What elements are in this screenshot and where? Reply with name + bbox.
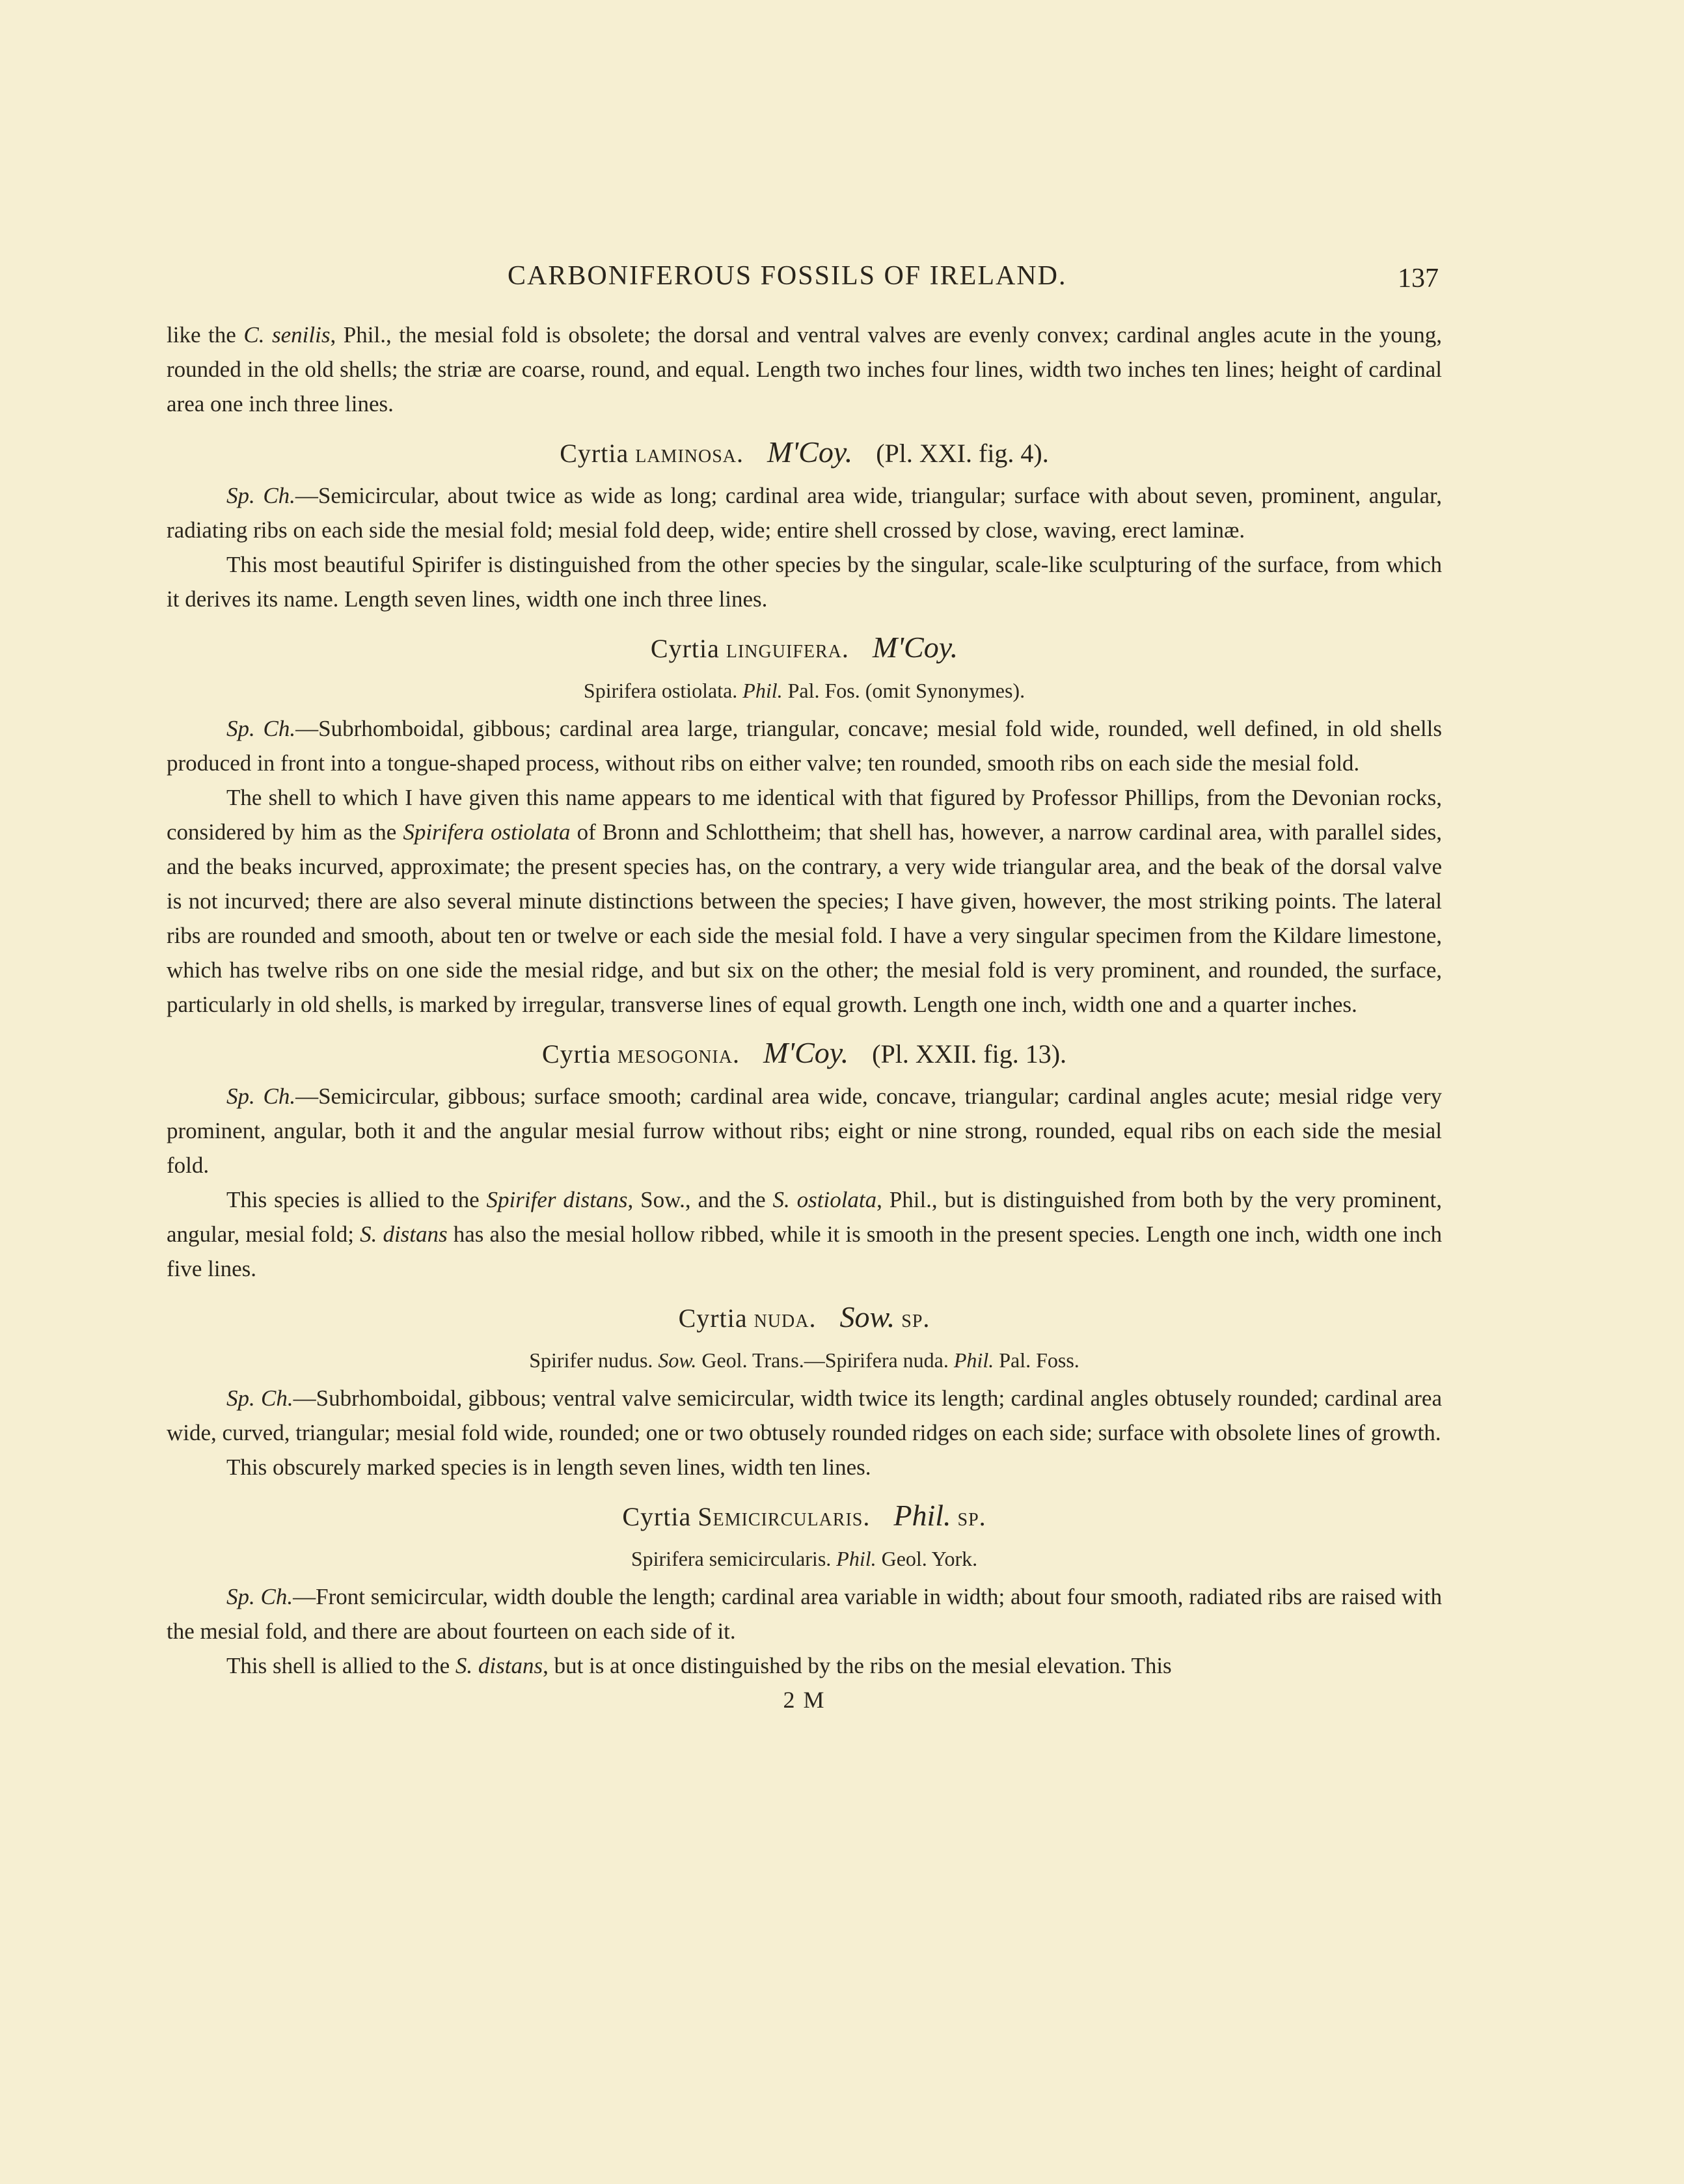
- species-name: linguifera.: [726, 634, 849, 663]
- genus-name: Cyrtia: [678, 1304, 748, 1333]
- running-title: CARBONIFEROUS FOSSILS OF IRELAND.: [508, 261, 1067, 291]
- species-name: S. distans: [455, 1653, 543, 1678]
- sp-ch-paragraph: [167, 478, 1442, 547]
- species-name: laminosa.: [635, 439, 744, 468]
- text-run: Spirifer nudus.: [529, 1348, 653, 1372]
- author-name: M'Coy.: [767, 435, 853, 469]
- text-run: —Subrhomboidal, gibbous; ventral valve semicircular, width twice its length; cardinal angles obtusely rounded; cardinal area wide, curved, triangular; mesial fold wide, rounded; one or two obtusely rounded ridges on each side; surface with obsolete lines of growth.: [167, 1385, 1442, 1445]
- page-number: 137: [1398, 264, 1439, 293]
- plate-reference: (Pl. XXII. fig. 13).: [872, 1039, 1067, 1069]
- page-body: [167, 318, 1442, 1717]
- author-name: Sow.: [839, 1300, 895, 1333]
- author-abbrev: Phil.: [836, 1547, 876, 1570]
- heading-cyrtia-linguifera: [167, 628, 1442, 668]
- genus-name: Cyrtia: [541, 1039, 611, 1069]
- text-run: has also the mesial hollow ribbed, while it is smooth in the present species. Length one inch, width one inch five lines.: [167, 1222, 1442, 1281]
- author-abbrev: Sow.: [658, 1348, 697, 1372]
- synonym-line: [167, 1343, 1442, 1377]
- sp-ch-label: Sp. Ch.: [226, 716, 296, 741]
- text-run: , Phil., the mesial fold is obsolete; the dorsal and ventral valves are evenly convex; cardinal angles acute in the young, rounded in the old shells; the striæ are coarse, round, and equal. Length two inches four lines, width two inches ten lines; height of cardinal area one inch three lines.: [167, 322, 1443, 416]
- note-paragraph: [167, 1182, 1442, 1286]
- author-name: M'Coy.: [872, 631, 958, 664]
- note-paragraph: This obscurely marked species is in length seven lines, width ten lines.: [226, 1454, 871, 1480]
- species-name: mesogonia.: [617, 1039, 740, 1069]
- author-suffix: sp.: [901, 1304, 930, 1333]
- sp-ch-label: Sp. Ch.: [226, 1084, 296, 1109]
- heading-cyrtia-laminosa: [167, 433, 1442, 473]
- text-run: like the: [167, 322, 244, 348]
- text-run: —Semicircular, gibbous; surface smooth; cardinal area wide, concave, triangular; cardinal angles acute; mesial ridge very prominent, angular, both it and the angular mesial furrow without ribs; eight or nine strong, rounded, equal ribs on each side the mesial fold.: [167, 1084, 1442, 1178]
- text-run: The shell to which I have given this name appears to me identical with that figured by Professor Phillips, from the Devonian rocks, considered by him as the: [167, 785, 1442, 845]
- text-run: —Semicircular, about twice as wide as long; cardinal area wide, triangular; surface with about seven, prominent, angular, radiating ribs on each side the mesial fold; mesial fold deep, wide; entire shell crossed by close, waving, erect laminæ.: [167, 483, 1442, 543]
- sp-ch-paragraph: [167, 1579, 1442, 1648]
- text-run: —Subrhomboidal, gibbous; cardinal area large, triangular, concave; mesial fold wide, rounded, well defined, in old shells produced in front into a tongue-shaped process, without ribs on either valve; ten rounded, smooth ribs on each side the mesial fold.: [167, 716, 1442, 776]
- text-run: , but is at once distinguished by the ribs on the mesial elevation. This: [543, 1653, 1172, 1678]
- sp-ch-paragraph: [167, 1079, 1442, 1182]
- author-abbrev: Phil.: [953, 1348, 994, 1372]
- text-run: —Front semicircular, width double the length; cardinal area variable in width; about four smooth, radiated ribs are raised with the mesial fold, and there are about fourteen on each side of it.: [167, 1584, 1442, 1644]
- author-suffix: sp.: [957, 1502, 986, 1531]
- text-run: Pal. Foss.: [999, 1348, 1080, 1372]
- author-name: Phil.: [893, 1499, 951, 1532]
- author-abbrev: Phil.: [742, 679, 783, 702]
- species-name: C. senilis: [243, 322, 331, 348]
- synonym-line: [167, 1542, 1442, 1576]
- sp-ch-label: Sp. Ch.: [226, 1584, 293, 1609]
- heading-cyrtia-mesogonia: [167, 1033, 1442, 1074]
- species-name: Semicircularis.: [698, 1502, 871, 1531]
- species-name: nuda.: [754, 1304, 817, 1333]
- text-run: , Sow., and the: [627, 1187, 773, 1212]
- text-run: Spirifera semicircularis.: [631, 1547, 832, 1570]
- text-run: Geol. York.: [881, 1547, 978, 1570]
- species-name: Spirifera ostiolata: [403, 819, 571, 845]
- text-run: Geol. Trans.—Spirifera nuda.: [701, 1348, 949, 1372]
- text-run: Pal. Fos. (omit Synonymes).: [787, 679, 1025, 702]
- author-name: M'Coy.: [763, 1036, 849, 1069]
- text-run: This shell is allied to the: [226, 1653, 455, 1678]
- note-paragraph: This most beautiful Spirifer is distinguished from the other species by the singular, scale-like sculpturing of the surface, from which it derives its name. Length seven lines, width one inch three lines.: [167, 552, 1442, 612]
- signature-mark: 2 M: [783, 1687, 826, 1713]
- intro-paragraph: [167, 318, 1442, 421]
- text-run: This species is allied to the: [226, 1187, 487, 1212]
- text-run: of Bronn and Schlottheim; that shell has, however, a narrow cardinal area, with parallel sides, and the beaks incurved, approximate; the present species has, on the contrary, a very wide triangular area, and the beak of the dorsal valve is not incurved; there are also several minute distinctions between the species; I have given, however, the most striking points. The lateral ribs are rounded and smooth, about ten or twelve or each side the mesial fold. I have a very singular specimen from the Kildare limestone, which has twelve ribs on one side the mesial ridge, and but six on the other; the mesial fold is very prominent, and rounded, the surface, particularly in old shells, is marked by irregular, transverse lines of equal growth. Length one inch, width one and a quarter inches.: [167, 819, 1443, 1017]
- genus-name: Cyrtia: [650, 634, 720, 663]
- species-name: S. ostiolata: [772, 1187, 877, 1212]
- note-paragraph: [167, 1648, 1442, 1683]
- species-name: S. distans: [360, 1222, 448, 1247]
- sp-ch-paragraph: [167, 711, 1442, 780]
- text-run: Spirifera ostiolata.: [583, 679, 738, 702]
- plate-reference: (Pl. XXI. fig. 4).: [876, 439, 1049, 468]
- heading-cyrtia-nuda: [167, 1298, 1442, 1338]
- synonym-line: [167, 674, 1442, 707]
- genus-name: Cyrtia: [622, 1502, 692, 1531]
- species-name: Spirifer distans: [486, 1187, 628, 1212]
- heading-cyrtia-semicircularis: [167, 1496, 1442, 1536]
- page-header: [0, 260, 1684, 299]
- sp-ch-label: Sp. Ch.: [226, 483, 295, 508]
- sp-ch-paragraph: [167, 1381, 1442, 1450]
- sp-ch-label: Sp. Ch.: [226, 1385, 293, 1411]
- text-run: , Phil., but is distinguished from both by the very prominent, angular, mesial fold;: [167, 1187, 1442, 1247]
- genus-name: Cyrtia: [560, 439, 629, 468]
- note-paragraph: [167, 780, 1442, 1022]
